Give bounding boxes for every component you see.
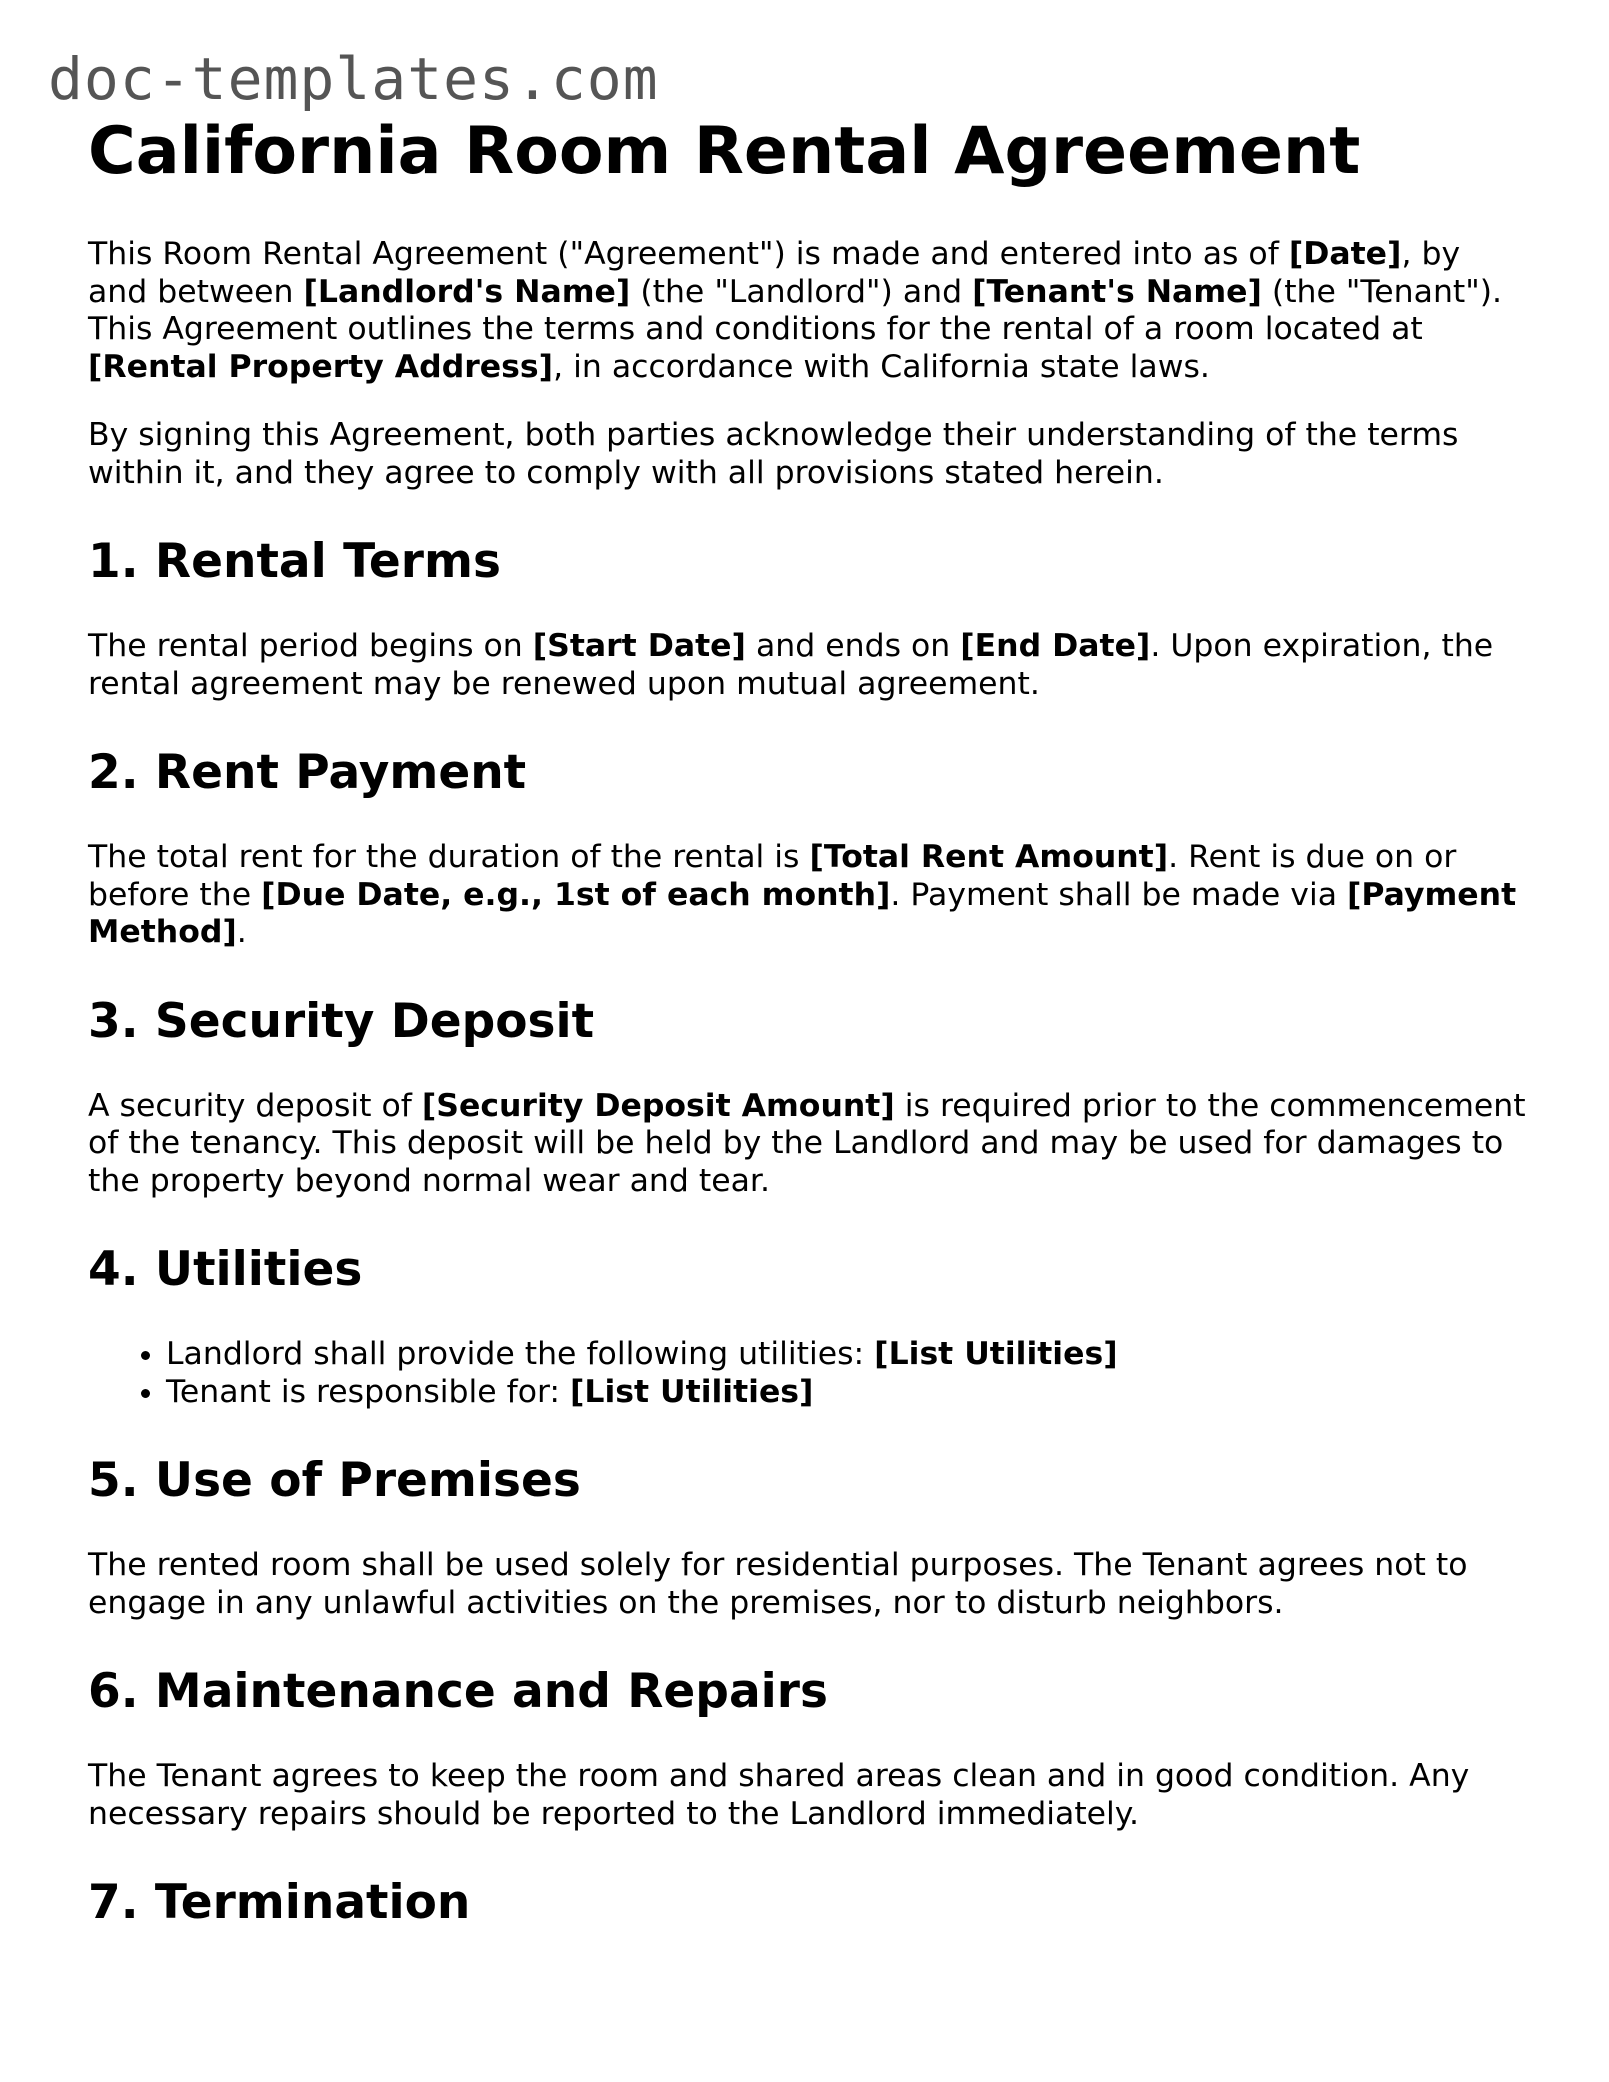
list-item [166,1336,1528,1374]
rental-terms-text: . Upon expiration, the rental agreement may be renewed upon mutual agreement. [88,628,1494,702]
utilities-field: [List Utilities] [570,1373,814,1410]
utility-text: Tenant is responsible for: [166,1373,571,1410]
section-heading-termination: 7. Termination [88,1875,471,1930]
utilities-field: [List Utilities] [874,1336,1118,1372]
list-item [166,1374,1528,1412]
security-deposit-paragraph [88,1088,1528,1201]
rental-terms-text: The rental period begins on [88,628,533,664]
end-date-field: [End Date] [960,628,1151,664]
security-deposit-text: A security deposit of [88,1087,422,1124]
document-body [88,112,1528,1969]
security-deposit-text: is required prior to the commencement of the tenancy. This deposit will be held by the Landlord and may be used for damages to the property beyond normal wear and tear. [88,1087,1526,1199]
rent-payment-text: . [236,914,247,950]
rent-payment-text: The total rent for the duration of the rental is [88,839,810,875]
tenant-name-field: [Tenant's Name] [972,273,1262,310]
maintenance-paragraph: The Tenant agrees to keep the room and shared areas clean and in good condition. Any necessary repairs should be reported to the Landlord immediately. [88,1758,1470,1832]
utility-text: Landlord shall provide the following utilities: [166,1336,875,1372]
property-address-field: [Rental Property Address] [88,348,554,385]
rental-terms-text: and ends on [745,628,961,664]
site-watermark: doc-templates.com [48,45,659,113]
landlord-name-field: [Landlord's Name] [303,273,631,310]
use-of-premises-paragraph: The rented room shall be used solely for residential purposes. The Tenant agrees not to engage in any unlawful activities on the premises, nor to disturb neighbors. [88,1547,1468,1621]
due-date-field: [Due Date, e.g., 1st of each month] [261,876,891,913]
intro-paragraph [88,236,1528,386]
intro-text: , by and between [88,236,1461,310]
acknowledgement-paragraph: By signing this Agreement, both parties acknowledge their understanding of the terms within it, and they agree to comply with all provisions stated herein. [88,417,1459,491]
total-rent-field: [Total Rent Amount] [809,839,1169,875]
section-heading-rent-payment: 2. Rent Payment [88,745,527,800]
section-heading-rental-terms: 1. Rental Terms [88,534,501,589]
intro-text: This Room Rental Agreement ("Agreement") is made and entered into as of [88,236,1289,272]
section-heading-utilities: 4. Utilities [88,1242,363,1297]
section-heading-security-deposit: 3. Security Deposit [88,993,595,1049]
rent-payment-text: . Rent is due on or before the [88,839,1457,913]
rent-payment-paragraph [88,839,1528,952]
deposit-amount-field: [Security Deposit Amount] [421,1087,895,1124]
section-heading-maintenance: 6. Maintenance and Repairs [88,1664,828,1719]
section-heading-use-of-premises: 5. Use of Premises [88,1453,581,1508]
intro-text: , in accordance with California state laws. [553,348,1210,385]
rent-payment-text: . Payment shall be made via [890,876,1348,913]
intro-text: (the "Landlord") and [630,273,973,310]
intro-text: (the "Tenant"). This Agreement outlines the terms and conditions for the rental of a room located at [88,273,1503,347]
payment-method-field: [Payment Method] [88,876,1517,950]
document-title: California Room Rental Agreement [88,114,1361,189]
rental-terms-paragraph [88,628,1528,703]
start-date-field: [Start Date] [532,628,746,664]
utilities-list [88,1336,1528,1411]
date-field: [Date] [1288,236,1402,272]
